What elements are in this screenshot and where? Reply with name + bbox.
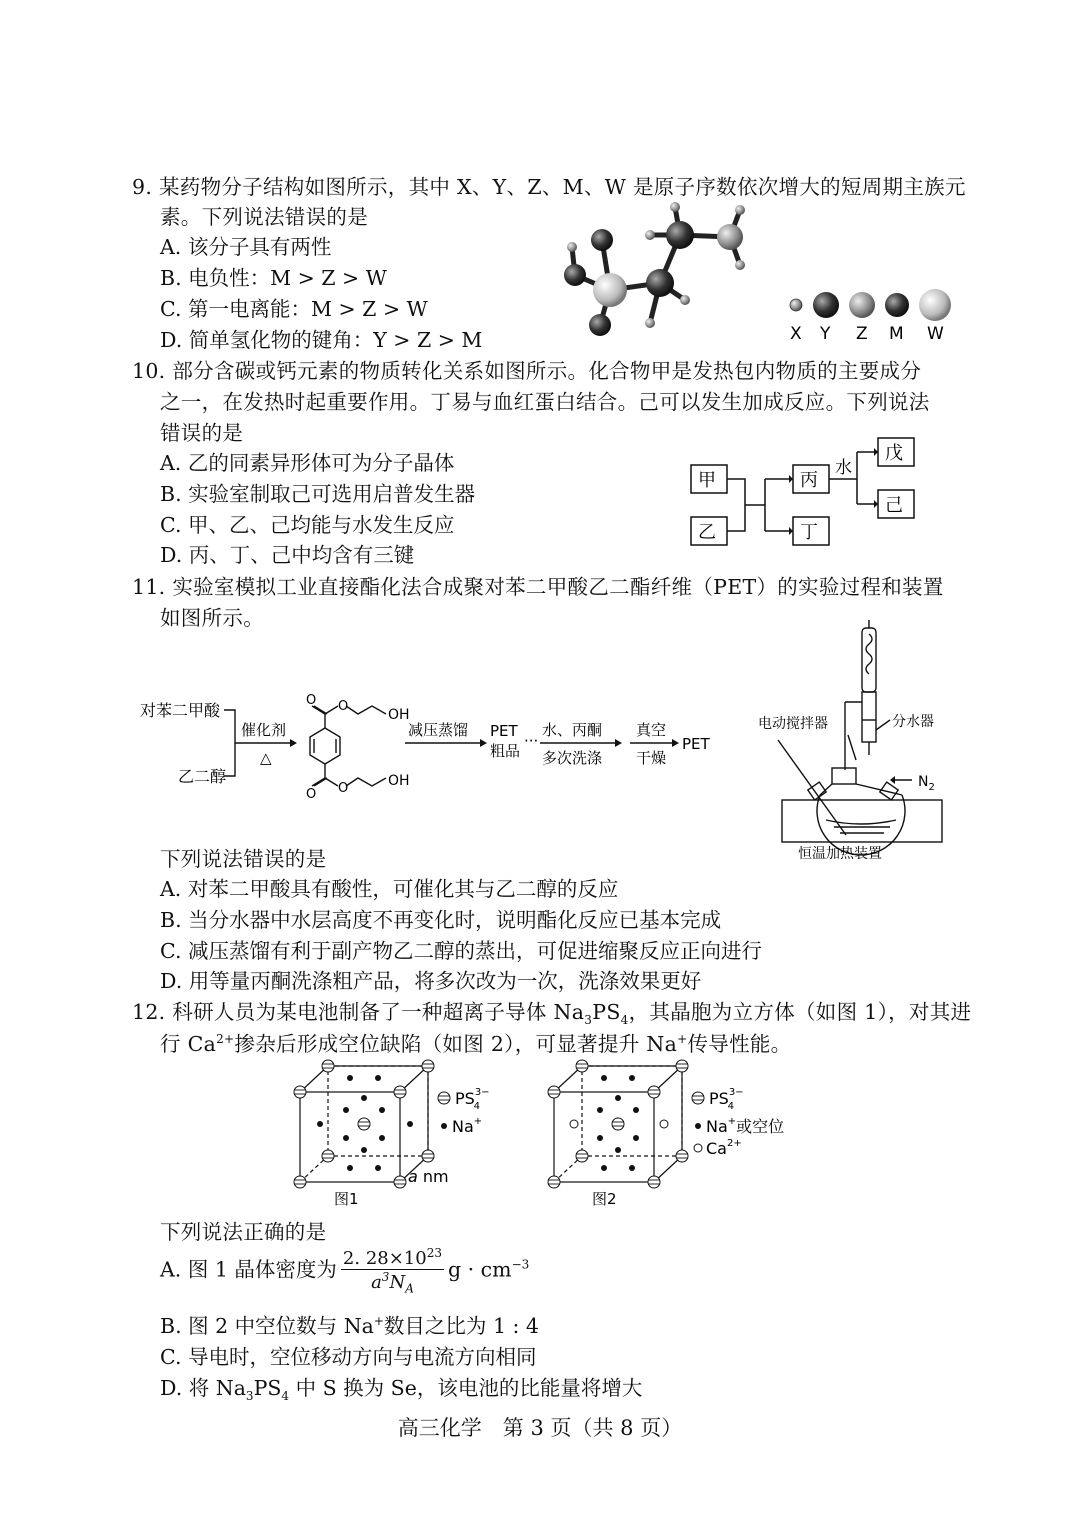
stirrer-label: 电动搅拌器 [758,716,828,732]
ester-o3: O [306,787,317,802]
q10-option-c: C. 甲、乙、己均能与水发生反应 [160,513,455,537]
separator-label: 分水器 [892,714,934,730]
step-vacuum-distillation: 减压蒸馏 [408,721,469,739]
fig1-edge-label: a nm [408,1167,449,1186]
n2-label: $N_2$ [918,774,935,793]
ester-o4: O [338,781,349,796]
step-wash-a: 水、丙酮 [542,721,603,739]
legend-y: Y [820,324,831,344]
hydroxyl-top: OH [388,707,410,723]
q9-molecule-diagram [550,195,770,345]
fig2-caption: 图2 [592,1190,617,1208]
q12-option-c: C. 导电时，空位移动方向与电流方向相同 [160,1345,537,1369]
heater-label: 恒温加热装置 [798,846,882,862]
legend-w: W [927,324,944,344]
box-ding: 丁 [800,522,818,543]
q10-option-a: A. 乙的同素异形体可为分子晶体 [160,451,455,475]
q11-stem-line2: 如图所示。 [160,606,264,630]
q12-option-a: A. 图 1 晶体密度为 $\frac{2. 28\times 10^{23}}{a^3N_A}$ $g \cdot cm^{-3}$ [160,1246,530,1296]
q9-option-c: C. 第一电离能：M > Z > W [160,297,428,321]
q9-stem-line2: 素。下列说法错误的是 [160,205,368,229]
q12-question: 下列说法正确的是 [160,1220,327,1244]
catalyst-label: 催化剂 [241,721,287,739]
q12-stem-line2: 行 $Ca^{2+}$掺杂后形成空位缺陷（如图 2），可显著提升 Na+传导性能。 [160,1032,792,1056]
box-jia: 甲 [698,470,716,491]
box-yi: 乙 [698,522,716,543]
q12-option-b: B. 图 2 中空位数与 Na+数目之比为 1 : 4 [160,1314,539,1338]
fig1-legend-na: Na+ [452,1116,483,1136]
fig2-legend-ps4: $PS^{3-}$ 4 [709,1087,744,1112]
step-dry-a: 真空 [636,721,667,739]
q11-question: 下列说法错误的是 [160,847,327,871]
page-footer: 高三化学 第 3 页（共 8 页） [397,1416,683,1440]
box-ji: 己 [885,495,903,516]
reactant-ethylene-glycol: 乙二醇 [178,767,227,786]
crude-pet-a: PET [490,722,518,740]
q9-option-a: A. 该分子具有两性 [160,235,332,259]
q9-atom-legend [782,285,962,345]
q12-option-d: D. 将 $Na_3PS_4$ 中 S 换为 Se，该电池的比能量将增大 [160,1376,643,1404]
reactant-terephthalic-acid: 对苯二甲酸 [140,701,221,720]
q10-stem-line3: 错误的是 [160,421,244,445]
q10-transformation-diagram [685,435,925,555]
legend-z: Z [856,324,868,344]
crude-pet-b: 粗品 [490,742,521,760]
hydroxyl-bottom: OH [388,773,410,789]
fig2-legend-ca: $Ca^{2+}$ [706,1138,742,1158]
q10-option-d: D. 丙、丁、己中均含有三键 [160,543,415,567]
q10-stem-line1: 10. 部分含碳或钙元素的物质转化关系如图所示。化合物甲是发热包内物质的主要成分 [132,359,922,383]
ester-o1: O [306,693,317,708]
q10-stem-line2: 之一，在发热时起重要作用。丁易与血红蛋白结合。己可以发生加成反应。下列说法 [160,390,930,414]
q10-option-b: B. 实验室制取己可选用启普发生器 [160,482,476,506]
fig1-legend-ps4: $PS^{3-}$ 4 [455,1087,490,1112]
q11-option-c: C. 减压蒸馏有利于副产物乙二醇的蒸出，可促进缩聚反应正向进行 [160,939,762,963]
dots: ··· [524,732,539,750]
q11-synthesis-flow [140,690,740,810]
heat-symbol: △ [260,749,272,767]
step-dry-b: 干燥 [636,749,667,767]
water-label: 水 [835,458,852,478]
q12-unit-cell-figure-1 [290,1058,520,1208]
q9-option-d: D. 简单氢化物的键角：Y > Z > M [160,328,483,352]
q11-stem-line1: 11. 实验室模拟工业直接酯化法合成聚对苯二甲酸乙二酯纤维（PET）的实验过程和装置 [132,575,944,599]
q9-stem-line1: 9. 某药物分子结构如图所示，其中 X、Y、Z、M、W 是原子序数依次增大的短周期主族元 [132,175,966,199]
q11-option-b: B. 当分水器中水层高度不再变化时，说明酯化反应已基本完成 [160,908,722,932]
q11-apparatus [750,620,970,865]
box-wu: 戊 [885,443,903,464]
step-wash-b: 多次洗涤 [542,749,603,767]
box-bing: 丙 [800,470,818,491]
final-product: PET [682,735,710,753]
q9-option-b: B. 电负性：M > Z > W [160,266,387,290]
fig2-legend-na: Na+或空位 [706,1116,785,1136]
density-fraction: $\frac{2. 28\times 10^{23}}{a^3N_A}$ [342,1246,442,1296]
q12-unit-cell-figure-2 [540,1058,810,1208]
q11-option-a: A. 对苯二甲酸具有酸性，可催化其与乙二醇的反应 [160,877,619,901]
q11-option-d: D. 用等量丙酮洗涤粗产品，将多次改为一次，洗涤效果更好 [160,969,702,993]
legend-m: M [889,324,904,344]
ester-o2: O [338,699,349,714]
q12-stem-line1: 12. 科研人员为某电池制备了一种超离子导体 $Na_3PS_4$，其晶胞为立方体（如图 1），对其进 [132,1000,972,1028]
legend-x: X [790,324,802,344]
fig1-caption: 图1 [334,1190,359,1208]
